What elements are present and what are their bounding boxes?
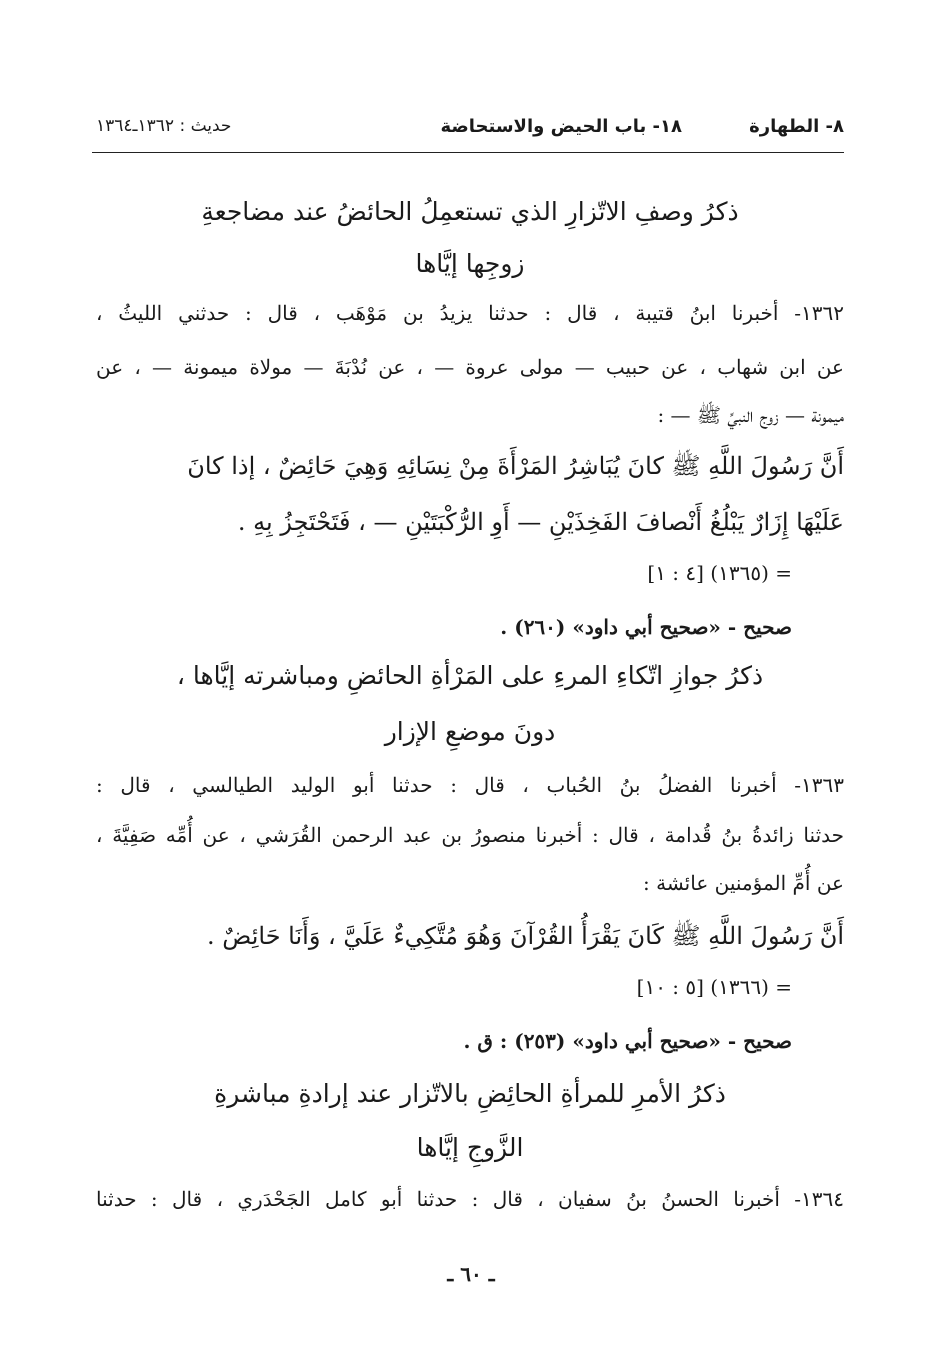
hadith-1362-cross-reference: = (١٣٦٥) [٤ : ١] xyxy=(647,561,792,585)
hadith-1363-grading: صحيح - «صحيح أبي داود» (٢٥٣) : ق . xyxy=(463,1029,792,1053)
section-heading-2-line-2: دونَ موضعِ الإزار xyxy=(384,717,556,746)
hadith-1362-isnad-line-2: عن ابن شهاب ، عن حبيب — مولى عروة — ، عن نُدْبَةَ — مولاة ميمونة — ، عن xyxy=(96,355,844,379)
hadith-1362-matn-line-1: أَنَّ رَسُولَ اللَّهِ ﷺ كانَ يُبَاشِرُ المَرْأَةَ مِنْ نِسَائِهِ وَهِيَ حَائِضٌ ، إذا كانَ xyxy=(187,452,844,480)
section-heading-3-line-2: الزَّوجِ إيَّاها xyxy=(416,1133,524,1162)
section-heading-3-line-1: ذكرُ الأمرِ للمرأةِ الحائِضِ بالاتّزار عند إرادةِ مباشرةِ xyxy=(214,1079,726,1108)
hadith-1363-isnad-line-1: ١٣٦٣- أخبرنا الفضلُ بنُ الحُباب ، قال : حدثنا أبو الوليد الطيالسي ، قال : xyxy=(96,773,844,797)
hadith-range: حديث : ١٣٦٢ـ١٣٦٤ xyxy=(96,116,232,136)
section-heading-2-line-1: ذكرُ جوازِ اتّكاءِ المرءِ على المَرْأةِ الحائضِ ومباشرته إيَّاها ، xyxy=(176,661,764,690)
hadith-1363-cross-reference: = (١٣٦٦) [٥ : ١٠] xyxy=(636,975,792,999)
hadith-1363-isnad-line-3: عن أُمِّ المؤمنين عائشة : xyxy=(643,871,844,895)
hadith-1362-matn-line-2: عَلَيْهَا إِزَارٌ يَبْلُغُ أَنْصافَ الفَخِذَيْنِ — أَوِ الرُّكْبَتَيْنِ — ، فَتَحْتَجِزُ بِهِ . xyxy=(237,508,844,536)
section-heading-1-line-2: زوجِها إيَّاها xyxy=(415,249,525,278)
hadith-1362-isnad-line-1: ١٣٦٢- أخبرنا ابنُ قتيبة ، قال : حدثنا يزيدُ بن مَوْهَب ، قال : حدثني الليثُ ، xyxy=(96,301,844,325)
hadith-1362-isnad-line-3: ميمونة — زوج النبيِّ ﷺ — : xyxy=(657,403,844,427)
hadith-1362-grading: صحيح - «صحيح أبي داود» (٢٦٠) . xyxy=(500,615,792,639)
page-number: ـ ٦٠ ـ xyxy=(447,1262,495,1286)
running-header xyxy=(92,110,844,153)
hadith-1363-matn-line-1: أَنَّ رَسُولَ اللَّهِ ﷺ كَانَ يَقْرَأُ القُرْآنَ وَهُوَ مُتَّكِيءٌ عَلَيَّ ، وَأَنَا حَائِضٌ . xyxy=(207,922,844,950)
section-heading-1-line-1: ذكرُ وصفِ الاتّزارِ الذي تستعمِلُ الحائضُ عند مضاجعةِ xyxy=(201,197,739,226)
hadith-1363-isnad-line-2: حدثنا زائدةُ بنُ قُدامة ، قال : أخبرنا منصورُ بن عبد الرحمن القُرَشي ، عن أُمِّه صَفِيَّةَ ، xyxy=(96,823,844,847)
section-title: ١٨- باب الحيض والاستحاضة xyxy=(440,116,682,137)
hadith-1364-isnad-line-1: ١٣٦٤- أخبرنا الحسنُ بنُ سفيان ، قال : حدثنا أبو كامل الجَحْدَري ، قال : حدثنا xyxy=(96,1187,844,1211)
chapter-title: ٨- الطهارة xyxy=(749,116,844,137)
